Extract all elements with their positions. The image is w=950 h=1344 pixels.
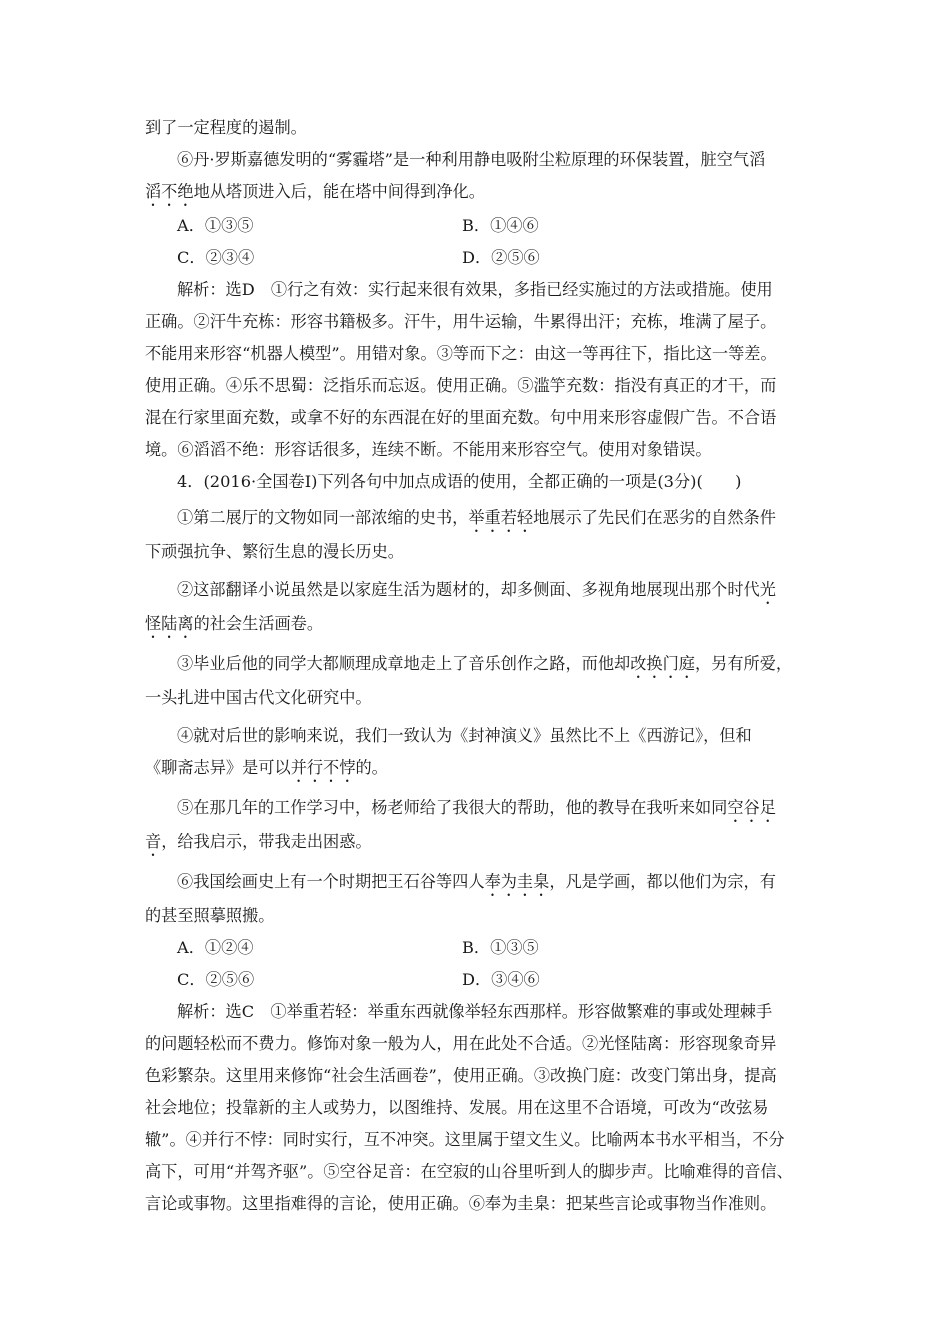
q4-item-1: ①第二展厅的文物如同一部浓缩的史书，举重若轻地展示了先民们在恶劣的自然条件: [177, 508, 776, 527]
q4-item-6: ⑥我国绘画史上有一个时期把王石谷等四人奉为圭臬，凡是学画，都以他们为宗，有: [177, 872, 776, 891]
q4-analysis-line: 色彩繁杂。这里用来修饰“社会生活画卷”，使用正确。③改换门庭：改变门第出身，提高: [145, 1066, 777, 1085]
q3-option-d: D．②⑤⑥: [462, 248, 540, 267]
emphasized-idiom: 怪陆离: [145, 614, 194, 633]
q4-analysis-line: 社会地位；投靠新的主人或势力，以图维持、发展。用在这里不合语境，可改为“改弦易: [145, 1098, 769, 1117]
emphasized-idiom: 举重若轻: [468, 508, 534, 527]
q4-item-5-cont: 音，给我启示，带我走出困惑。: [145, 832, 372, 851]
q3-option-c: C．②③④: [177, 248, 255, 267]
text-line: 滔不绝地从塔顶进入后，能在塔中间得到净化。: [145, 182, 485, 201]
q3-analysis-line: 不能用来形容“机器人模型”。用错对象。③等而下之：由这一等再往下，指比这一等差。: [145, 344, 777, 363]
q3-options-row-1: [145, 210, 810, 242]
q4-analysis-line: 的问题轻松而不费力。修饰对象一般为人，用在此处不合适。②光怪陆离：形容现象奇异: [145, 1034, 777, 1053]
q4-stem: 4．(2016·全国卷Ⅰ)下列各句中加点成语的使用，全都正确的一项是(3分)( ): [177, 472, 742, 491]
q4-analysis-line: 辙”。④并行不悖：同时实行，互不冲突。这里属于望文生义。比喻两本书水平相当，不分: [145, 1130, 785, 1149]
q4-item-4-cont: 《聊斋志异》是可以并行不悖的。: [145, 758, 388, 777]
q3-analysis-line: 境。⑥滔滔不绝：形容话很多，连续不断。不能用来形容空气。使用对象错误。: [145, 440, 712, 459]
emphasized-idiom: 改换门庭: [630, 654, 695, 673]
q4-option-d: D．③④⑥: [462, 970, 540, 989]
q3-option-a: A．①③⑤: [177, 216, 254, 235]
q4-item-2-cont: 怪陆离的社会生活画卷。: [145, 614, 324, 633]
emphasized-idiom: 奉为圭臬: [484, 872, 550, 891]
q4-options-row-2: [145, 964, 810, 996]
q4-item-3-cont: 一头扎进中国古代文化研究中。: [145, 688, 372, 707]
q4-item-5: ⑤在那几年的工作学习中，杨老师给了我很大的帮助，他的教导在我听来如同空谷足: [177, 798, 776, 817]
q4-item-1-cont: 下顽强抗争、繁衍生息的漫长历史。: [145, 542, 404, 561]
q4-item-2: ②这部翻译小说虽然是以家庭生活为题材的，却多侧面、多视角地展现出那个时代光: [177, 580, 776, 599]
q3-analysis-line: 正确。②汗牛充栋：形容书籍极多。汗牛，用牛运输，牛累得出汗；充栋，堆满了屋子。: [145, 312, 777, 331]
q3-analysis-line: 混在行家里面充数，或拿不好的东西混在好的里面充数。句中用来形容虚假广告。不合语: [145, 408, 777, 427]
q4-item-4: ④就对后世的影响来说，我们一致认为《封神演义》虽然比不上《西游记》，但和: [177, 726, 752, 745]
q3-options-row-2: [145, 242, 810, 274]
q3-option-b: B．①④⑥: [462, 216, 539, 235]
q4-option-b: B．①③⑤: [462, 938, 539, 957]
text-line: 到了一定程度的遏制。: [145, 118, 307, 137]
q4-option-c: C．②⑤⑥: [177, 970, 255, 989]
q4-item-3: ③毕业后他的同学大都顺理成章地走上了音乐创作之路，而他却改换门庭，另有所爱，: [177, 654, 793, 673]
q4-analysis-line: 高下，可用“并驾齐驱”。⑤空谷足音：在空寂的山谷里听到人的脚步声。比喻难得的音信、: [145, 1162, 793, 1181]
q4-options-row-1: [145, 932, 810, 964]
q3-analysis-line: 解析：选D ①行之有效：实行起来很有效果，多指已经实施过的方法或措施。使用: [177, 280, 773, 299]
emphasized-idiom: 音: [145, 832, 162, 851]
emphasized-idiom: 滔不绝: [145, 182, 194, 201]
q4-analysis-line: 解析：选C ①举重若轻：举重东西就像举轻东西那样。形容做繁难的事或处理棘手: [177, 1002, 773, 1021]
emphasized-idiom: 空谷足: [727, 798, 776, 817]
q4-item-6-cont: 的甚至照摹照搬。: [145, 906, 275, 925]
emphasized-idiom: 并行不悖: [290, 758, 356, 777]
emphasized-idiom: 光: [759, 580, 776, 599]
text-line: ⑥丹·罗斯嘉德发明的“雾霾塔”是一种利用静电吸附尘粒原理的环保装置，脏空气滔: [177, 150, 766, 169]
q4-analysis-line: 言论或事物。这里指难得的言论，使用正确。⑥奉为圭臬：把某些言论或事物当作准则。: [145, 1194, 777, 1213]
document-page: [145, 112, 810, 1220]
q3-analysis-line: 使用正确。④乐不思蜀：泛指乐而忘返。使用正确。⑤滥竽充数：指没有真正的才干，而: [145, 376, 777, 395]
q4-option-a: A．①②④: [177, 938, 254, 957]
